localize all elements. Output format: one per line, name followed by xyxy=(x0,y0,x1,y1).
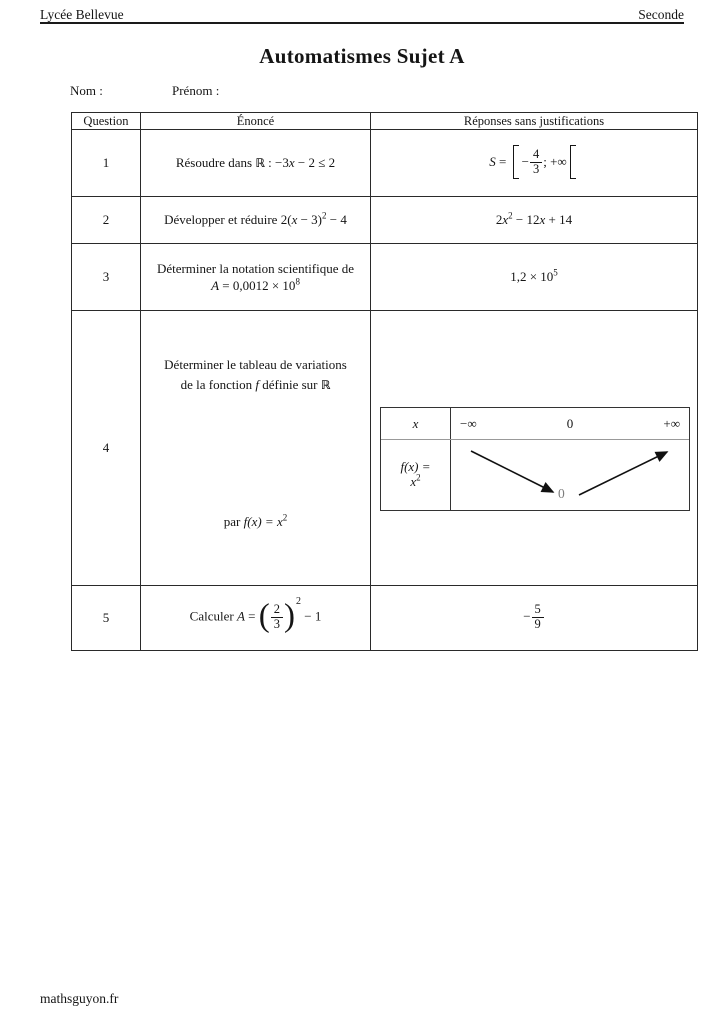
math-var-a: A xyxy=(236,608,245,624)
table-row xyxy=(72,586,698,651)
math-term: − 4 xyxy=(326,212,347,227)
variation-table-x-row xyxy=(381,408,689,440)
enonce-text: de la fonction xyxy=(180,377,256,393)
fraction-denominator: 9 xyxy=(532,617,544,631)
math-term: 1,2 × 10 xyxy=(510,269,554,284)
exponent: 5 xyxy=(553,267,558,278)
enonce-text: Développer et réduire xyxy=(164,212,281,227)
exponent: 2 xyxy=(282,512,288,523)
math-term: − 1 xyxy=(301,608,322,624)
variation-table-x-values xyxy=(451,408,689,439)
variation-arrows-cell xyxy=(451,440,689,510)
math-expression: f(x) = x xyxy=(243,514,283,529)
table-row xyxy=(72,130,698,197)
question-5-answer xyxy=(371,586,698,651)
fraction-numerator: 5 xyxy=(534,602,541,617)
question-2-enonce xyxy=(141,197,371,244)
question-1-enonce xyxy=(141,130,371,197)
school-name: Lycée Bellevue xyxy=(40,7,124,22)
table-row xyxy=(72,244,698,311)
enonce-text: Déterminer la notation scientifique de xyxy=(156,260,355,276)
header-rule xyxy=(40,22,684,24)
firstname-label: Prénom : xyxy=(172,83,220,98)
fraction-denominator: 3 xyxy=(530,162,542,176)
math-term: − xyxy=(521,153,529,169)
exponent: 2 xyxy=(296,595,301,607)
enonce-paragraph xyxy=(141,355,370,395)
x-value-zero: 0 xyxy=(566,415,574,431)
website-footer: mathsguyon.fr xyxy=(40,991,119,1006)
question-4-answer xyxy=(371,311,698,586)
math-term: − xyxy=(523,608,531,624)
increasing-arrow xyxy=(579,452,667,495)
col-header-enonce: Énoncé xyxy=(141,113,371,130)
variation-table-f-row xyxy=(381,440,689,510)
minimum-value: 0 xyxy=(558,486,565,501)
math-var-x: x xyxy=(410,474,417,489)
enonce-formula xyxy=(141,514,370,530)
exponent: 2 xyxy=(416,472,421,483)
name-label: Nom : xyxy=(70,83,103,98)
question-1-answer xyxy=(371,130,698,197)
math-var-x: x xyxy=(291,212,298,227)
enonce-text: Résoudre dans xyxy=(175,155,256,170)
enonce-text: par xyxy=(223,514,244,529)
blackboard-r-symbol: ℝ xyxy=(255,156,265,170)
x-value-pos-infinity: +∞ xyxy=(663,415,680,431)
table-header-row xyxy=(72,113,698,130)
fraction-numerator: 2 xyxy=(273,602,280,617)
fraction-numerator: 4 xyxy=(532,147,540,162)
variation-table-x-label-cell xyxy=(381,408,451,439)
class-level: Seconde xyxy=(638,7,684,22)
math-var-x: x xyxy=(502,212,509,227)
fraction xyxy=(530,148,542,175)
math-expression: f(x) = xyxy=(400,459,431,475)
math-var-s: S xyxy=(489,153,496,169)
enonce-text: : xyxy=(264,155,276,170)
math-term: − 12 xyxy=(512,212,540,227)
table-row xyxy=(72,311,698,586)
big-left-paren: ( xyxy=(258,598,270,634)
question-1-number: 1 xyxy=(72,130,141,197)
math-var-x: x xyxy=(412,415,419,431)
math-term: 2 xyxy=(495,212,503,227)
math-term: = xyxy=(495,153,510,169)
math-var-x: x xyxy=(539,212,546,227)
fraction xyxy=(532,603,544,630)
enonce-text: définie sur xyxy=(259,377,321,393)
math-term: = 0,0012 × 10 xyxy=(219,277,296,293)
variation-table-f-label-cell xyxy=(381,440,451,510)
open-interval-bracket xyxy=(513,145,519,179)
page-title: Automatismes Sujet A xyxy=(259,44,465,68)
variation-table xyxy=(380,407,690,511)
math-term: = xyxy=(244,608,259,624)
open-interval-bracket xyxy=(570,145,576,179)
question-2-number: 2 xyxy=(72,197,141,244)
big-right-paren: ) xyxy=(284,598,295,634)
question-5-number: 5 xyxy=(72,586,141,651)
question-2-answer xyxy=(371,197,698,244)
question-3-answer xyxy=(371,244,698,311)
question-5-enonce xyxy=(141,586,371,651)
exponent: 2 xyxy=(508,210,513,221)
math-term: −3 xyxy=(275,155,289,170)
fraction xyxy=(271,603,283,630)
question-3-enonce xyxy=(141,244,371,311)
math-var-x: x xyxy=(288,155,295,170)
question-4-enonce xyxy=(141,311,371,586)
math-term: 2( xyxy=(280,212,292,227)
math-term: − 2 ≤ 2 xyxy=(294,155,336,170)
decreasing-arrow xyxy=(471,451,553,492)
variation-arrows xyxy=(451,440,689,510)
enonce-text: Déterminer le tableau de variations xyxy=(164,357,347,372)
exponent: 2 xyxy=(322,210,327,221)
math-term: ; xyxy=(543,153,547,169)
math-var-f: f xyxy=(255,377,259,393)
fraction-denominator: 3 xyxy=(271,617,283,631)
col-header-reponses: Réponses sans justifications xyxy=(371,113,698,130)
math-term: − 3) xyxy=(297,212,323,227)
f-label-line2 xyxy=(410,472,421,490)
question-4-number: 4 xyxy=(72,311,141,586)
enonce-text: Calculer xyxy=(189,608,237,624)
math-var-a: A xyxy=(211,277,220,293)
question-3-number: 3 xyxy=(72,244,141,311)
exercise-table xyxy=(71,112,698,651)
enonce-formula xyxy=(141,278,370,294)
math-term: + 14 xyxy=(545,212,573,227)
col-header-question: Question xyxy=(72,113,141,130)
exponent: 8 xyxy=(295,276,300,287)
table-row xyxy=(72,197,698,244)
x-value-neg-infinity: −∞ xyxy=(460,415,477,431)
math-term: +∞ xyxy=(546,153,567,169)
blackboard-r-symbol: ℝ xyxy=(320,378,331,393)
